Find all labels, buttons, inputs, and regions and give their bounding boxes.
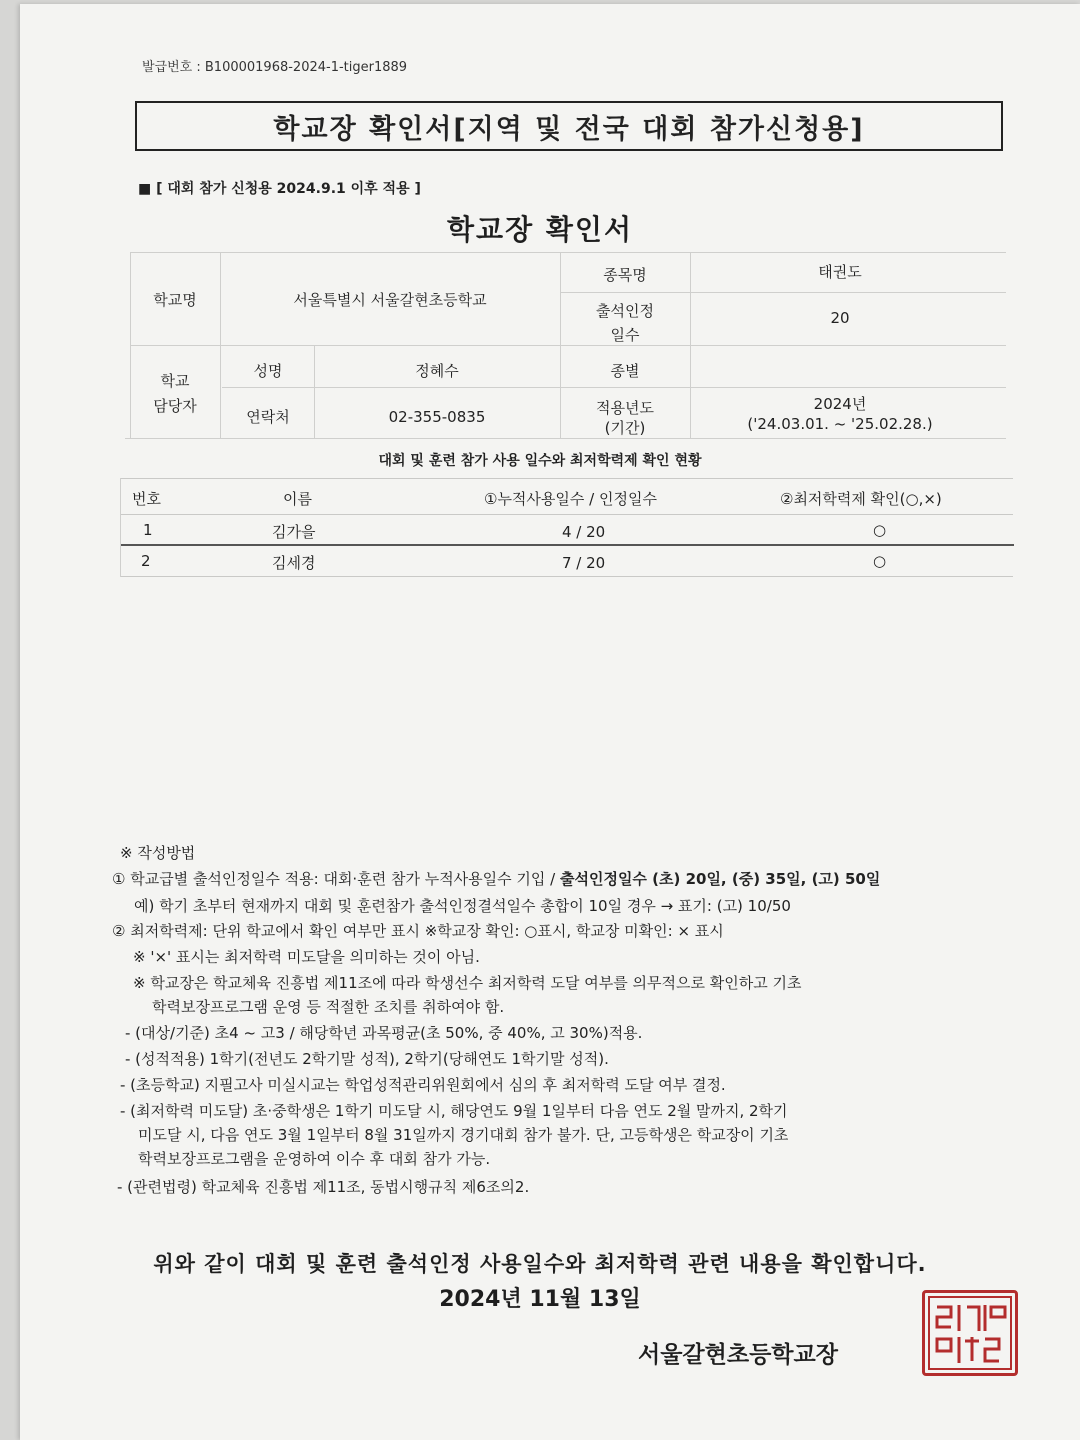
name-label: 성명 (253, 362, 283, 380)
attendance-label-1: 출석인정 (596, 302, 654, 320)
header-name: 이름 (283, 490, 312, 508)
issue-number: 발급번호 : B100001968-2024-1-tiger1889 (142, 60, 408, 75)
instruction-line: 미도달 시, 다음 연도 3월 1일부터 8월 31일까지 경기대회 참가 불가. 단, 고등학생은 학교장이 기초 (138, 1126, 789, 1144)
year-value-2: ('24.03.01. ~ '25.02.28.) (747, 415, 933, 433)
year-value-1: 2024년 (813, 395, 867, 413)
school-name-label: 학교명 (153, 291, 197, 309)
type-label: 종별 (610, 362, 640, 380)
principal-name: 서울갈현초등학교장 (638, 1342, 838, 1368)
status-title: 대회 및 훈련 참가 사용 일수와 최저학력제 확인 현황 (378, 453, 702, 469)
document-title: 학교장 확인서 (446, 213, 634, 246)
row-number: 1 (143, 521, 153, 539)
instruction-line: - (초등학교) 지필고사 미실시교는 학업성적관리위원회에서 심의 후 최저학력 도달 여부 결정. (120, 1076, 726, 1094)
instruction-line: - (관련법령) 학교체육 진흥법 제11조, 동법시행규칙 제6조의2. (117, 1178, 530, 1196)
instruction-line: ※ '×' 표시는 최저학력 미도달을 의미하는 것이 아님. (133, 948, 480, 966)
event-value: 태권도 (818, 263, 862, 281)
row-check: ○ (873, 521, 887, 539)
instructions-heading: ※ 작성방법 (120, 844, 196, 862)
staff-label-1: 학교 (160, 372, 190, 390)
row-days: 4 / 20 (562, 523, 606, 541)
year-label-1: 적용년도 (596, 399, 654, 417)
row-number: 2 (141, 552, 151, 570)
official-seal-icon (922, 1290, 1018, 1376)
row-days: 7 / 20 (562, 554, 606, 572)
event-label: 종목명 (603, 266, 647, 284)
row-name: 김가을 (272, 523, 316, 541)
contact-label: 연락처 (246, 408, 290, 426)
instruction-line: ① 학교급별 출석인정일수 적용: 대회·훈련 참가 누적사용일수 기입 / 출석인정일수 (초) 20일, (중) 35일, (고) 50일 (112, 870, 881, 888)
issue-date: 2024년 11월 13일 (439, 1287, 641, 1312)
instruction-line: ※ 학교장은 학교체육 진흥법 제11조에 따라 학생선수 최저학력 도달 여부를 의무적으로 확인하고 기초 (133, 974, 802, 992)
confirmation-statement: 위와 같이 대회 및 훈련 출석인정 사용일수와 최저학력 관련 내용을 확인합니다. (153, 1252, 927, 1276)
header-days: ①누적사용일수 / 인정일수 (484, 490, 657, 508)
instruction-line: 학력보장프로그램을 운영하여 이수 후 대회 참가 가능. (138, 1150, 491, 1168)
instruction-line: - (대상/기준) 초4 ~ 고3 / 해당학년 과목평균(초 50%, 중 40%, 고 30%)적용. (125, 1024, 643, 1042)
row-check: ○ (873, 552, 887, 570)
header-number: 번호 (132, 490, 161, 508)
name-value: 정혜수 (415, 362, 459, 380)
instruction-line: ② 최저학력제: 단위 학교에서 확인 여부만 표시 ※학교장 확인: ○표시, 학교장 미확인: × 표시 (112, 922, 724, 940)
school-name-value: 서울특별시 서울갈현초등학교 (293, 291, 487, 309)
header-check: ②최저학력제 확인(○,×) (780, 490, 942, 508)
instruction-line: - (최저학력 미도달) 초·중학생은 1학기 미도달 시, 해당연도 9월 1일부터 다음 연도 2월 말까지, 2학기 (120, 1102, 788, 1120)
contact-value: 02-355-0835 (388, 408, 486, 426)
attendance-value: 20 (830, 309, 850, 327)
attendance-label-2: 일수 (610, 326, 640, 344)
instruction-line: 예) 학기 초부터 현재까지 대회 및 훈련참가 출석인정결석일수 총합이 10일 경우 → 표기: (고) 10/50 (134, 897, 791, 915)
instruction-line: 학력보장프로그램 운영 등 적절한 조치를 취하여야 함. (152, 998, 505, 1016)
row-name: 김세경 (272, 554, 316, 572)
instruction-line: - (성적적용) 1학기(전년도 2학기말 성적), 2학기(당해연도 1학기말 성적). (125, 1050, 609, 1068)
year-label-2: (기간) (604, 419, 646, 437)
header-title: 학교장 확인서[지역 및 전국 대회 참가신청용] (135, 101, 1003, 151)
applicability-note: ■ [ 대회 참가 신청용 2024.9.1 이후 적용 ] (138, 181, 421, 197)
staff-label-2: 담당자 (153, 397, 197, 415)
